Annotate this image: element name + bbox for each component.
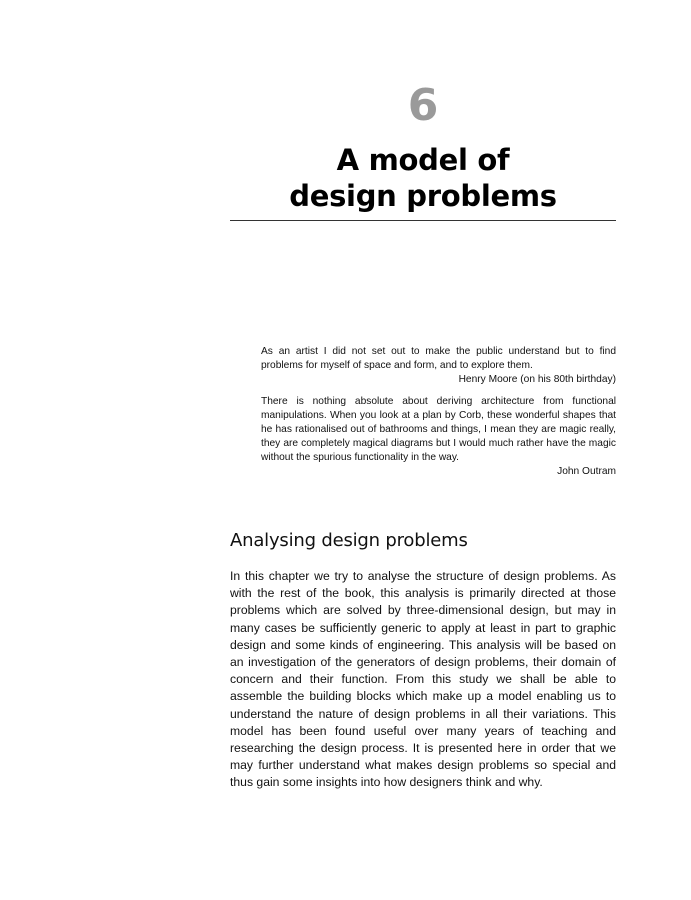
epigraph-block: [261, 345, 616, 487]
chapter-title-line-2: design problems: [289, 179, 557, 213]
epigraph-quote: There is nothing absolute about deriving architecture from functional manipulations. When you look at a plan by Corb, these wonderful shapes that he has rationalised out of bathrooms and things, I mean they are magic really, they are completely magical diagrams but I would much rather have the magic without the spurious functionality in the way.: [261, 396, 616, 463]
epigraph-attribution: John Outram: [557, 466, 616, 477]
epigraph-attribution: Henry Moore (on his 80th birthday): [458, 374, 616, 385]
section-heading: Analysing design problems: [230, 530, 468, 551]
epigraph-john-outram: [261, 395, 616, 479]
title-divider: [230, 220, 616, 221]
epigraph-henry-moore: [261, 345, 616, 387]
chapter-title: [230, 142, 616, 214]
chapter-title-line-1: A model of: [336, 143, 510, 177]
epigraph-quote: As an artist I did not set out to make the public understand but to find problems for myself of space and form, and to explore them.: [261, 346, 616, 371]
chapter-number: 6: [407, 80, 439, 131]
body-paragraph: In this chapter we try to analyse the structure of design problems. As with the rest of the book, this analysis is primarily directed at those problems which are solved by three-dimensional design, but may in many cases be sufficiently generic to apply at least in part to graphic design and some kinds of engineering. This analysis will be based on an investigation of the generators of design problems, their domain of concern and their function. From this study we shall be able to assemble the building blocks which make up a model enabling us to understand the nature of design problems in all their variations. This model has been found useful over many years of teaching and researching the design process. It is presented here in order that we may further understand what makes design problems so special and thus gain some insights into how designers think and why.: [230, 569, 616, 790]
